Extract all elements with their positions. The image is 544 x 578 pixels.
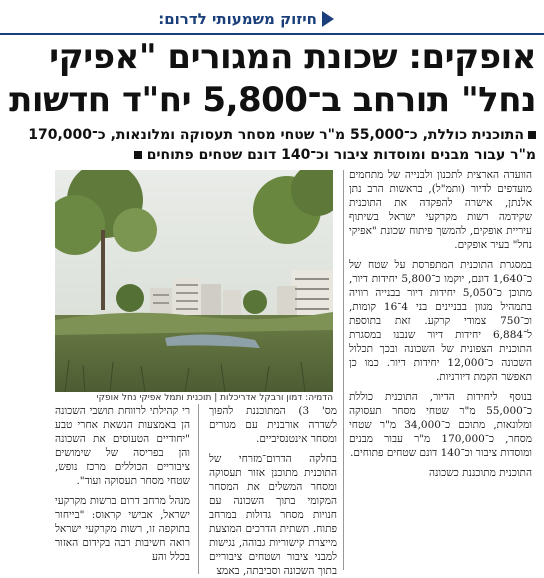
article-column-middle [209,404,337,578]
rendering-photo [55,170,333,392]
kicker-label: חיזוק משמעותי לדרום: [158,10,317,28]
article-column-left [55,404,190,578]
column-divider [198,404,199,574]
paragraph: התוכנית מתוכננת כשכונה [428,467,532,479]
kicker-rule [0,33,544,35]
bullet-square-icon [134,151,142,159]
paragraph: רי קהילתי לרווחת תושבי השכונה הן באמצעות הנשאת אחרי טבע "יחודיים הטעוסים את השכונה והן בפריסה של שימושים ציבוריים הכוללים מרכז נופש, שטחי מסחר תעסוקה ועוד". [55,405,190,487]
subheadline [8,125,536,165]
paragraph: במסגרת התוכנית המתפרסת על שטח של כ־1,640 דונם, יוקמו כ־5,800 יחידות דיור, מתוכן כ־5,050 יחידות דיור בבנייה רוויה בתמהיל מגוון בבניינים בני 4־16 קומות, וכ־750 צמודי קרקע. זאת בתוספת ל־6,884 יחידות דיור שנבנו במסגרת התוכנית הצפונית של השכונה ובכך תכלול השכונה כ־12,000 יחידות דיור. כמו כן תאפשר הקמת דיורניות. [349,259,532,383]
headline-line-2: נחל" תורחב ב־5,800 יח"ד חדשות [9,80,536,120]
paragraph: מנהל מרחב דרום ברשות מקרקעי ישראל, אבישי קראוס: "בייחור בתוקפה זו, רשות מקרקעי ישראל רואה חשיבות רבה בקידום האזור בכלל והע [55,495,190,563]
headline [8,36,536,122]
paragraph: בנוסף ליחידות הדיור, התוכנית כוללת כ־55,000 מ"ר שטחי מסחר תעסוקה ומלונאות, מתוכם כ־34,000 מ"ר שטחי מסחר, כ־170,000 מ"ר עבור מבנים ומוסדות ציבור וכ־140 דונם שטחים פתוחים. [349,391,532,459]
headline-line-1: אופקים: שכונת המגורים "אפיקי [49,37,536,77]
column-divider [343,170,344,570]
subheadline-line-2 [8,145,536,165]
subheadline-text-1: התוכנית כוללת, כ־55,000 מ"ר שטחי מסחר תעסוקה ומלונאות, כ־170,000 [28,127,524,143]
paragraph: הוועדה הארצית לתכנון ולבנייה של מתחמים מועדפים לדיור (ותמ"ל), בראשות הרב נתן אלנתן, אישרה להפקדה את התוכנית שקידמה רשות מקרקעי ישראל בשיתוף עיריית אופקים, להמשך פיתוח שכונת "אפיקי נחל" בעיר אופקים. [349,169,532,251]
kicker-arrow-icon [322,11,334,27]
paragraph: מס' 3) המתוכננת להפוך לשדרה אורבנית עם מגורים ומסחר אינטנסיביים. [209,405,337,445]
bullet-square-icon [528,131,536,139]
paragraph: בחלקה הדרום־מזרחי של התוכנית מתוכנן אזור תעסוקה ומסחר המשלים את המסחר המקומי בתוך השכונה עם חנויות מסחר גדולות במרחב פתוח. תשתית הדרכים המוצעת מייצרת קישוריות גבוהה, נגישות למבני ציבור ושטחים ציבוריים בתוך השכונה וסביבתה, באמצ [209,453,337,577]
subheadline-text-2: מ"ר עבור מבנים ומוסדות ציבור וכ־140 דונם שטחים פתוחים [146,147,536,163]
subheadline-line-1 [8,125,536,145]
neighborhood-rendering-image [55,170,333,392]
photo-caption: הדמיה: דמון ורבקל אדריכלות | תוכנית ותמל אפיקי נחל אופקי [96,393,333,403]
section-kicker [158,10,334,28]
article-column-right [349,168,532,578]
